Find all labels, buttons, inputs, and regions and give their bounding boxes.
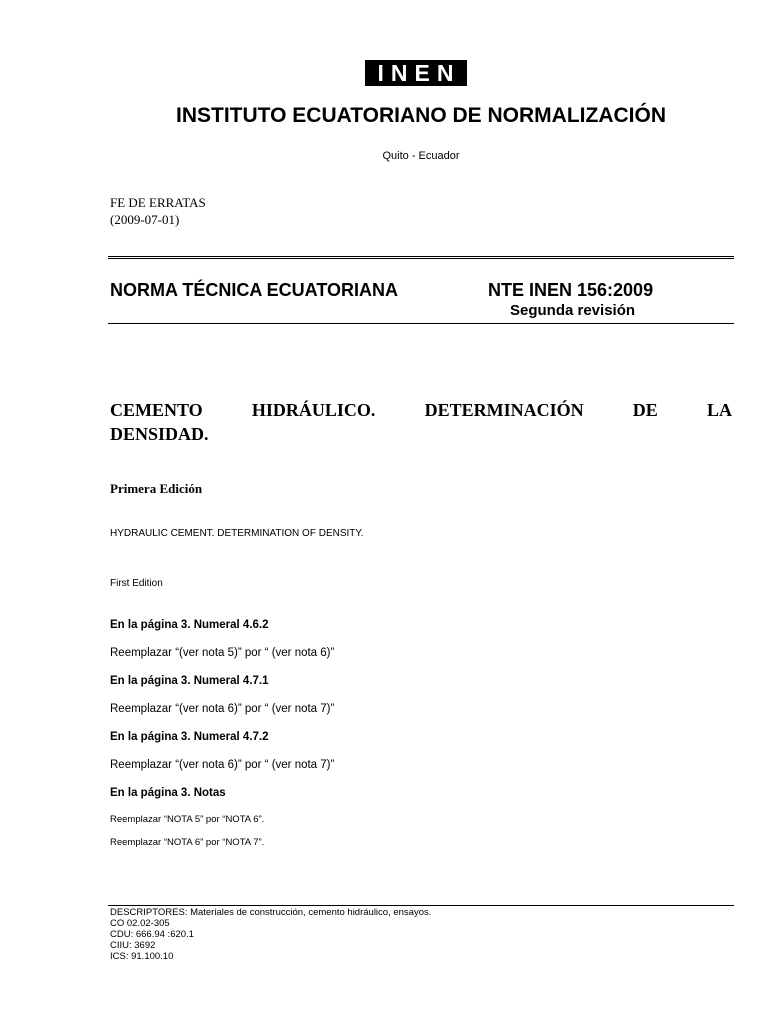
edition-english: First Edition [110, 578, 163, 589]
footer-descriptores: DESCRIPTORES: Materiales de construcción, cemento hidráulico, ensayos. [110, 907, 432, 918]
footer-ciiu: CIIU: 3692 [110, 940, 156, 951]
document-title-line1 [110, 398, 732, 422]
correction-heading: En la página 3. Numeral 4.7.1 [110, 675, 269, 687]
institute-name: INSTITUTO ECUATORIANO DE NORMALIZACIÓN [176, 104, 666, 127]
edition-label: Primera Edición [110, 481, 203, 496]
notes-line: Reemplazar “NOTA 6” por “NOTA 7”. [110, 837, 265, 848]
errata-date: (2009-07-01) [110, 212, 180, 227]
title-word: DETERMINACIÓN [424, 400, 584, 420]
divider-top [108, 256, 734, 257]
errata-label: FE DE ERRATAS [110, 195, 206, 210]
divider-footer [108, 905, 734, 906]
title-english: HYDRAULIC CEMENT. DETERMINATION OF DENSITY. [110, 528, 364, 539]
footer-ics: ICS: 91.100.10 [110, 951, 174, 962]
title-word: CEMENTO [110, 400, 203, 420]
norma-title: NORMA TÉCNICA ECUATORIANA [110, 280, 398, 300]
errata-block [110, 194, 206, 228]
inen-logo: INEN [365, 60, 467, 86]
correction-heading: En la página 3. Numeral 4.7.2 [110, 731, 269, 743]
title-word: DE [632, 400, 658, 420]
footer-block [110, 907, 431, 962]
norma-code: NTE INEN 156:2009 [488, 280, 654, 300]
document-title [110, 398, 732, 446]
correction-text: Reemplazar “(ver nota 5)” por “ (ver nota 6)” [110, 647, 335, 659]
divider-norma [108, 323, 734, 324]
institute-city: Quito - Ecuador [382, 150, 460, 162]
footer-cdu: CDU: 666.94 :620.1 [110, 929, 194, 940]
notes-line: Reemplazar “NOTA 5” por “NOTA 6”. [110, 814, 265, 825]
title-word: LA [706, 400, 732, 420]
correction-text: Reemplazar “(ver nota 6)” por “ (ver nota 7)” [110, 703, 335, 715]
divider-top-second [108, 258, 734, 259]
norma-revision: Segunda revisión [510, 302, 636, 319]
document-title-line2: DENSIDAD. [110, 424, 209, 444]
correction-text: Reemplazar “(ver nota 6)” por “ (ver nota 7)” [110, 759, 335, 771]
title-word: HIDRÁULICO. [251, 400, 376, 420]
footer-co: CO 02.02-305 [110, 918, 170, 929]
correction-heading: En la página 3. Numeral 4.6.2 [110, 619, 269, 631]
notes-heading: En la página 3. Notas [110, 787, 226, 799]
